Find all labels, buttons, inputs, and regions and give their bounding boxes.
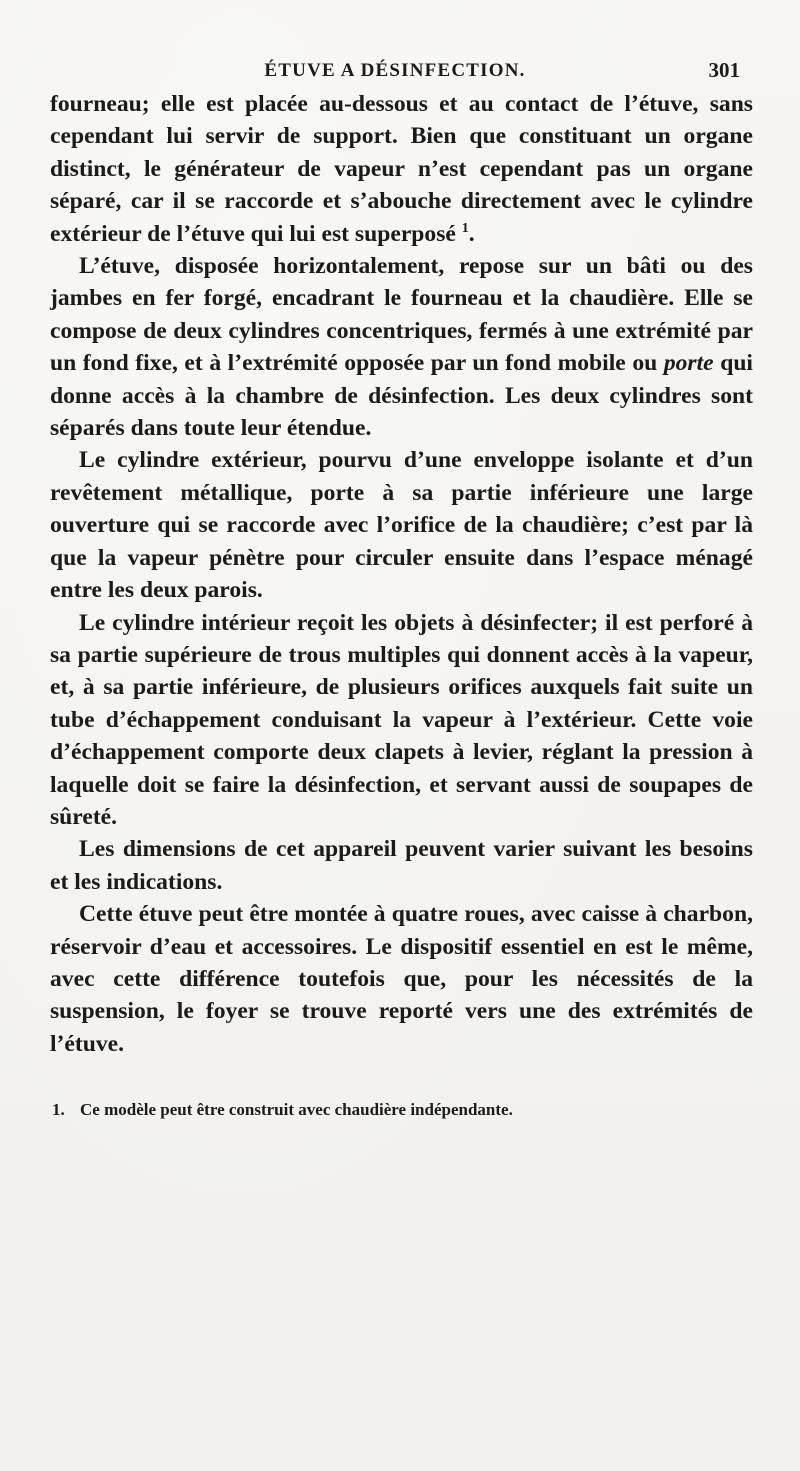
body-text bbox=[50, 88, 753, 1060]
paragraph-5: Les dimensions de cet appareil peuvent varier suivant les besoins et les indications. bbox=[50, 836, 753, 895]
running-title: ÉTUVE A DÉSINFECTION. bbox=[264, 60, 526, 81]
paragraph-3: Le cylindre extérieur, pourvu d’une enveloppe isolante et d’un revêtement métallique, porte à sa partie inférieure une large ouverture qui se raccorde avec l’orifice de la chaudière; c’est par là que la vapeur pénètre pour circuler ensuite dans l’espace ménagé entre les deux parois. bbox=[50, 447, 753, 604]
paragraph-2-end: qui donne accès à la chambre de désinfection. Les deux cylindres sont séparés dans toute leur étendue. bbox=[50, 350, 753, 442]
footnote-reference[interactable]: 1 bbox=[461, 220, 469, 236]
paragraph-1-end: . bbox=[468, 220, 475, 247]
footnote bbox=[50, 1098, 753, 1122]
running-head bbox=[50, 58, 740, 88]
emphasis-porte: porte bbox=[663, 350, 714, 377]
paragraph-1 bbox=[50, 88, 753, 250]
footnote-text: Ce modèle peut être construit avec chaudière indépendante. bbox=[80, 1100, 513, 1119]
paragraph-1-text: fourneau; elle est placée au-dessous et au contact de l’étuve, sans cependant lui servir de support. Bien que constituant un organe distinct, le générateur de vapeur n’est cependant pas un organe séparé, car il se raccorde et s’abouche directement avec le cylindre extérieur de l’étuve qui lui est superposé bbox=[50, 91, 753, 247]
paragraph-6: Cette étuve peut être montée à quatre roues, avec caisse à charbon, réservoir d’eau et accessoires. Le dispositif essentiel en est le même, avec cette différence toutefois que, pour les nécessités de la suspension, le foyer se trouve reporté vers une des extrémités de l’étuve. bbox=[50, 901, 753, 1057]
paragraph-2 bbox=[50, 250, 753, 444]
paragraph-4: Le cylindre intérieur reçoit les objets à désinfecter; il est perforé à sa partie supérieure de trous multiples qui donnent accès à la vapeur, et, à sa partie inférieure, de plusieurs orifices auxquels fait suite un tube d’échappement conduisant la vapeur à l’extérieur. Cette voie d’échappement comporte deux clapets à levier, réglant la pression à laquelle doit se faire la désinfection, et servant aussi de soupapes de sûreté. bbox=[50, 609, 753, 830]
paragraph-2-text: L’étuve, disposée horizontalement, repose sur un bâti ou des jambes en fer forgé, encadrant le fourneau et la chaudière. Elle se compose de deux cylindres concentriques, fermés à une extrémité par un fond fixe, et à l’extrémité opposée par un fond mobile ou bbox=[50, 253, 753, 377]
footnote-number: 1. bbox=[52, 1100, 65, 1119]
page-number: 301 bbox=[708, 58, 740, 82]
